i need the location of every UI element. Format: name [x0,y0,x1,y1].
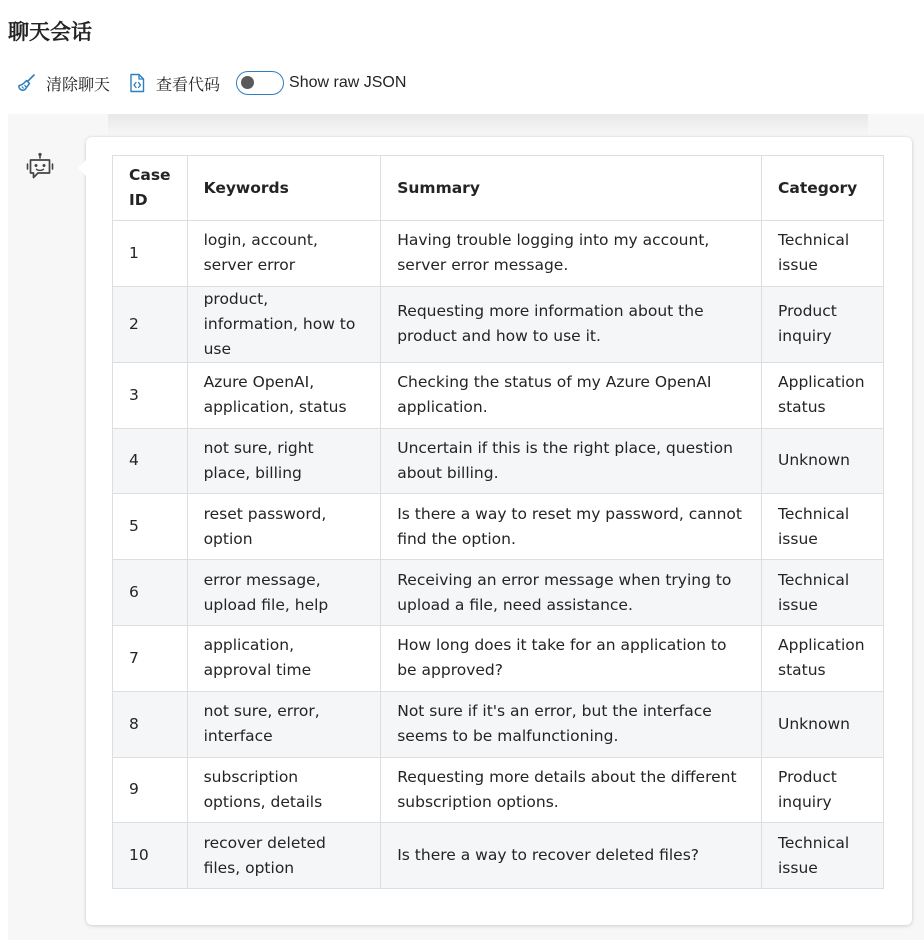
cell-case-id: 2 [113,286,188,362]
cell-keywords: product, information, how to use [187,286,381,362]
header-case-id: Case ID [113,156,188,221]
table-row [113,757,884,823]
cell-category: Product inquiry [762,757,884,823]
message-bubble [86,137,912,925]
cell-summary: Not sure if it's an error, but the interface seems to be malfunctioning. [381,691,762,757]
cell-summary: Uncertain if this is the right place, question about billing. [381,428,762,494]
cell-summary: Having trouble logging into my account, server error message. [381,221,762,287]
cell-case-id: 3 [113,362,188,428]
code-file-icon [126,72,148,94]
table-row [113,494,884,560]
cell-category: Technical issue [762,494,884,560]
table-row [113,221,884,287]
view-code-label: 查看代码 [156,74,221,94]
raw-json-label: Show raw JSON [289,74,407,91]
table-row [113,286,884,362]
table-row [113,362,884,428]
cell-keywords: error message, upload file, help [187,560,381,626]
table-row [113,691,884,757]
cell-summary: Requesting more details about the different subscription options. [381,757,762,823]
table-row [113,560,884,626]
bot-icon [24,151,56,183]
table-row [113,428,884,494]
clear-chat-label: 清除聊天 [46,74,111,94]
cell-case-id: 7 [113,625,188,691]
view-code-button[interactable] [126,66,220,100]
cell-category: Technical issue [762,221,884,287]
clear-chat-button[interactable] [16,66,110,100]
page-title: 聊天会话 [8,20,92,44]
chat-panel [8,114,924,940]
bubble-tail [78,159,87,177]
cell-keywords: reset password, option [187,494,381,560]
cell-category: Unknown [762,428,884,494]
table-row [113,625,884,691]
cell-case-id: 6 [113,560,188,626]
panel-shadow [108,114,868,136]
cell-category: Unknown [762,691,884,757]
cell-keywords: recover deleted files, option [187,823,381,889]
cell-summary: Checking the status of my Azure OpenAI application. [381,362,762,428]
cell-category: Application status [762,625,884,691]
cell-summary: Requesting more information about the product and how to use it. [381,286,762,362]
cell-keywords: Azure OpenAI, application, status [187,362,381,428]
header-keywords: Keywords [187,156,381,221]
toolbar [16,66,406,100]
cell-case-id: 5 [113,494,188,560]
header-category: Category [762,156,884,221]
cell-summary: Is there a way to reset my password, cannot find the option. [381,494,762,560]
cell-keywords: application, approval time [187,625,381,691]
raw-json-toggle[interactable] [236,71,284,95]
toggle-knob [241,76,254,89]
cell-summary: How long does it take for an application to be approved? [381,625,762,691]
cell-category: Technical issue [762,560,884,626]
cell-keywords: not sure, right place, billing [187,428,381,494]
broom-icon [16,72,38,94]
cell-case-id: 8 [113,691,188,757]
header-summary: Summary [381,156,762,221]
cell-case-id: 9 [113,757,188,823]
raw-json-toggle-group [236,66,406,100]
table-row [113,823,884,889]
table-header-row [113,156,884,221]
cell-keywords: login, account, server error [187,221,381,287]
cell-keywords: subscription options, details [187,757,381,823]
cell-category: Product inquiry [762,286,884,362]
cell-case-id: 1 [113,221,188,287]
cell-summary: Is there a way to recover deleted files? [381,823,762,889]
cases-table [112,155,884,889]
cell-case-id: 4 [113,428,188,494]
cell-category: Technical issue [762,823,884,889]
cell-category: Application status [762,362,884,428]
cell-case-id: 10 [113,823,188,889]
cell-summary: Receiving an error message when trying to upload a file, need assistance. [381,560,762,626]
cell-keywords: not sure, error, interface [187,691,381,757]
